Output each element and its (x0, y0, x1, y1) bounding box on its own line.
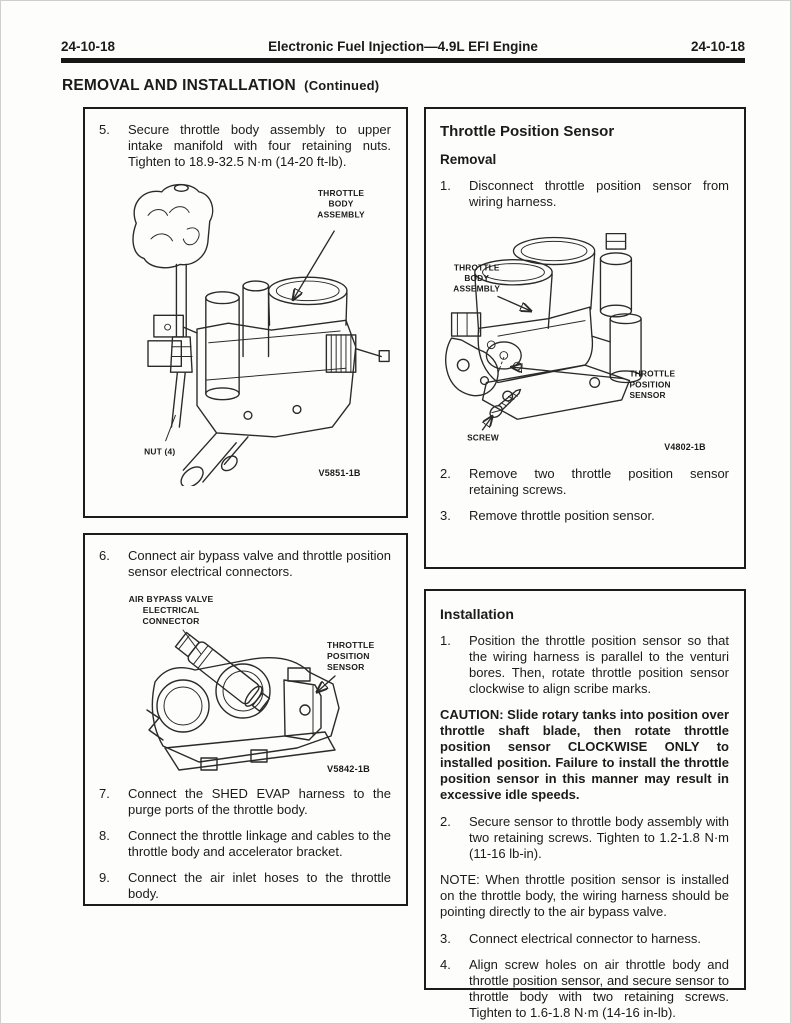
step-text: Connect the SHED EVAP harness to the purge ports of the throttle body. (128, 786, 391, 817)
step-2 (440, 814, 729, 862)
step-text: Secure throttle body assembly to upper intake manifold with four retaining nuts. Tighten to 18.9-32.5 N·m (14-20 ft-lb). (128, 122, 391, 169)
hand-illustration (133, 185, 213, 268)
right-box-tps-removal (424, 107, 746, 569)
svg-text:SENSOR: SENSOR (327, 662, 365, 672)
step-3 (440, 508, 729, 524)
note-text: NOTE: When throttle position sensor is installed on the throttle body, the wiring harness should be pointing directly to the air bypass valve. (440, 872, 729, 919)
step-text: Remove throttle position sensor. (469, 508, 655, 523)
label-nut: NUT (4) (144, 446, 176, 457)
step-1 (440, 178, 729, 210)
svg-text:ELECTRICAL: ELECTRICAL (142, 605, 200, 615)
figure-id: V5842-1B (327, 764, 370, 774)
step-text: Position the throttle position sensor so that the wiring harness is parallel to the venturi bores. Then, rotate throttle position sensor clockwise to align scribe marks. (469, 633, 729, 696)
left-box-steps6-9 (83, 533, 408, 906)
step-number: 2. (440, 814, 451, 829)
svg-text:ASSEMBLY: ASSEMBLY (453, 283, 501, 294)
leader-line (498, 296, 531, 311)
step-text: Secure sensor to throttle body assembly with two retaining screws. Tighten to 1.2-1.8 N·m (11-16 lb-in). (469, 814, 729, 861)
box-title: Installation (440, 606, 514, 622)
step-number: 3. (440, 508, 451, 523)
label-screw: SCREW (467, 432, 499, 443)
step-text: Disconnect throttle position sensor from wiring harness. (469, 178, 729, 209)
step-text: Connect the air inlet hoses to the throttle body. (128, 870, 391, 901)
step-3 (440, 931, 729, 947)
step-number: 2. (440, 466, 451, 481)
label-throttle-position-sensor (327, 640, 374, 672)
svg-text:BODY: BODY (464, 273, 490, 283)
throttle-body-illustration (475, 234, 641, 420)
svg-text:SENSOR: SENSOR (629, 389, 666, 400)
svg-text:THROTTLE: THROTTLE (453, 262, 500, 273)
throttle-position-sensor-illustration (446, 313, 504, 396)
step-5 (99, 122, 391, 170)
step-9 (99, 870, 391, 902)
box-title: Throttle Position Sensor (440, 123, 615, 140)
step-6 (99, 548, 391, 580)
figure-air-bypass-connectors (99, 590, 391, 780)
left-box-step5 (83, 107, 408, 518)
page-title: Electronic Fuel Injection—4.9L EFI Engine (268, 39, 538, 54)
right-box-tps-installation (424, 589, 746, 1020)
svg-text:THROTTLE: THROTTLE (317, 187, 365, 198)
step-number: 3. (440, 931, 451, 946)
caution-text: CAUTION: Slide rotary tanks into position over throttle shaft blade, then rotate throttle position sensor CLOCKWISE ONLY to installed position. Failure to install the throttle position sensor in this manner may result in excessive idle speeds. (440, 707, 729, 802)
step-4 (440, 957, 729, 1021)
step-2 (440, 466, 729, 498)
figure-tps-removal (440, 220, 730, 458)
throttle-body-illustration (147, 658, 339, 770)
label-throttle-body-assembly (317, 188, 365, 220)
svg-text:POSITION: POSITION (629, 379, 671, 390)
step-1 (440, 633, 729, 697)
step-text: Connect electrical connector to harness. (469, 931, 701, 946)
leader-line (166, 415, 176, 440)
step-number: 7. (99, 786, 110, 801)
step-number: 4. (440, 957, 451, 972)
page-number-left: 24-10-18 (61, 39, 116, 54)
svg-text:AIR BYPASS VALVE: AIR BYPASS VALVE (128, 594, 214, 604)
section-heading (62, 77, 379, 95)
step-text: Align screw holes on air throttle body and throttle position sensor, and secure sensor to throttle body with two retaining screws. Tighten to 1.6-1.8 N·m (14-16 in-lb). (469, 957, 729, 1020)
step-8 (99, 828, 391, 860)
label-throttle-body-assembly (453, 262, 500, 293)
step-number: 6. (99, 548, 110, 563)
step-number: 9. (99, 870, 110, 885)
svg-text:BODY: BODY (328, 198, 354, 209)
page-header (61, 39, 745, 54)
svg-text:ASSEMBLY: ASSEMBLY (317, 209, 365, 220)
step-number: 1. (440, 178, 451, 193)
svg-text:CONNECTOR: CONNECTOR (142, 616, 200, 626)
step-text: Remove two throttle position sensor retaining screws. (469, 466, 729, 497)
header-rule (61, 58, 745, 63)
figure-throttle-body-nuts (99, 180, 393, 486)
step-number: 1. (440, 633, 451, 648)
step-text: Connect air bypass valve and throttle position sensor electrical connectors. (128, 548, 391, 579)
section-heading-main: REMOVAL AND INSTALLATION (62, 77, 296, 94)
figure-id: V5851-1B (318, 468, 361, 479)
step-number: 5. (99, 122, 110, 137)
box-subtitle: Removal (440, 152, 497, 167)
svg-text:THROTTLE: THROTTLE (629, 368, 676, 379)
leader-line (483, 416, 493, 430)
leader-line (293, 231, 334, 300)
figure-id: V4802-1B (664, 442, 706, 453)
step-7 (99, 786, 391, 818)
label-air-bypass-connector (129, 594, 214, 626)
page-number-right: 24-10-18 (690, 39, 745, 54)
label-throttle-position-sensor (629, 369, 675, 400)
section-heading-continued: (Continued) (304, 78, 380, 93)
svg-text:THROTTLE: THROTTLE (327, 640, 375, 650)
svg-text:POSITION: POSITION (327, 651, 370, 661)
step-text: Connect the throttle linkage and cables to the throttle body and accelerator bracket. (128, 828, 391, 859)
step-number: 8. (99, 828, 110, 843)
